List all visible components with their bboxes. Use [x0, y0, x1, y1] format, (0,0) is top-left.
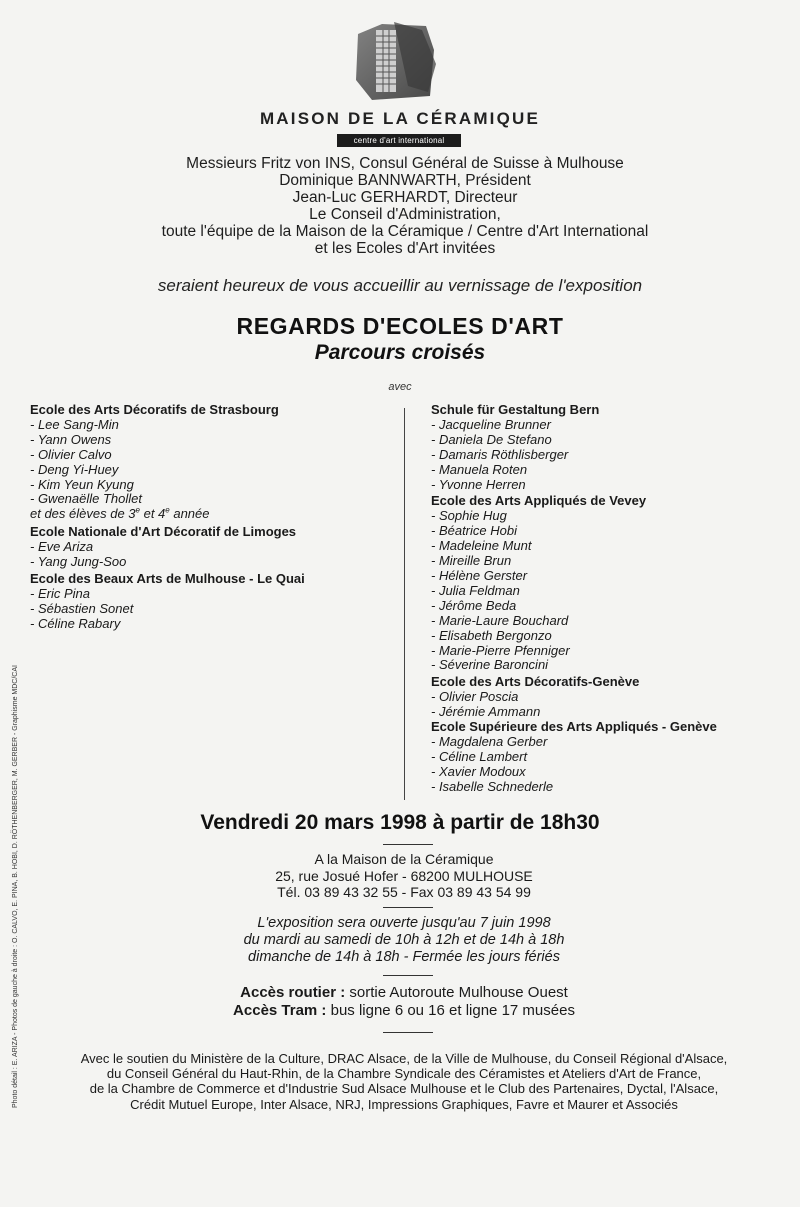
venue-address — [0, 851, 800, 901]
host-line: Messieurs Fritz von INS, Consul Général de Suisse à Mulhouse — [186, 155, 624, 172]
artist-name: - Yann Owens — [30, 431, 112, 447]
host-line: toute l'équipe de la Maison de la Céramique / Centre d'Art International — [161, 223, 649, 240]
artist-name: - Yvonne Herren — [431, 476, 526, 492]
divider — [383, 907, 433, 908]
school-limoges: Ecole Nationale d'Art Décoratif de Limoges — [30, 524, 297, 540]
opening-hours — [0, 915, 800, 966]
logo-image — [352, 20, 438, 102]
address-line: Tél. 03 89 43 32 55 - Fax 03 89 43 54 99 — [277, 884, 531, 900]
artist-name: - Xavier Modoux — [431, 763, 526, 779]
artist-name: - Yang Jung-Soo — [30, 554, 127, 570]
address-line: 25, rue Josué Hofer - 68200 MULHOUSE — [275, 867, 533, 884]
artist-name: - Kim Yeun Kyung — [30, 476, 134, 492]
artist-name: - Béatrice Hobi — [431, 523, 517, 539]
artist-name: - Gwenaëlle Thollet — [30, 491, 142, 507]
hours-line: L'exposition sera ouverte jusqu'au 7 juin 1998 — [257, 915, 551, 931]
artist-name: - Céline Rabary — [30, 615, 121, 631]
exhibition-title: REGARDS D'ECOLES D'ART — [236, 313, 564, 339]
artist-name: - Magdalena Gerber — [431, 733, 548, 749]
artist-name: - Elisabeth Bergonzo — [431, 627, 552, 643]
artist-name: - Daniela De Stefano — [431, 431, 552, 447]
artist-name: - Sébastien Sonet — [30, 600, 134, 616]
access-info — [0, 984, 800, 1019]
artist-name: - Hélène Gerster — [431, 567, 528, 583]
host-line: Le Conseil d'Administration, — [309, 206, 501, 223]
sponsor-line: du Conseil Général du Haut-Rhin, de la Chambre Syndicale des Céramistes et Ateliers d'Art de France, — [106, 1066, 702, 1082]
column-divider — [404, 408, 405, 800]
photo-credit: Photo détail : E. ARIZA - Photos de gauche à droite : O. CALVO, E. PINA, B. HOBI, D. RÖTHENBERGER, M. GERBER - Graphisme MDC/CAI — [12, 665, 19, 1108]
artist-name: - Sophie Hug — [431, 508, 507, 524]
hours-line: du mardi au samedi de 10h à 12h et de 14h à 18h — [243, 932, 565, 948]
divider — [383, 1032, 433, 1033]
artist-name: - Marie-Pierre Pfenniger — [431, 642, 570, 658]
event-date: Vendredi 20 mars 1998 à partir de 18h30 — [200, 811, 600, 834]
artist-name: - Olivier Calvo — [30, 446, 112, 462]
address-line: A la Maison de la Céramique — [314, 851, 494, 867]
tram-access: Accès Tram : bus ligne 6 ou 16 et ligne 17 musées — [233, 1001, 575, 1019]
artist-name: - Manuela Roten — [431, 461, 528, 477]
students-note: et des élèves de 3e et 4e année — [30, 506, 210, 522]
artist-name: - Damaris Röthlisberger — [431, 446, 569, 462]
school-strasbourg: Ecole des Arts Décoratifs de Strasbourg — [30, 402, 279, 417]
schools-left-column — [30, 403, 400, 632]
artist-name: - Eric Pina — [30, 585, 90, 601]
artist-name: - Julia Feldman — [431, 582, 520, 598]
school-mulhouse: Ecole des Beaux Arts de Mulhouse - Le Quai — [30, 570, 305, 586]
sponsor-line: Crédit Mutuel Europe, Inter Alsace, NRJ, Impressions Graphiques, Favre et Maurer et Associés — [130, 1096, 678, 1112]
divider — [383, 975, 433, 976]
artist-name: - Céline Lambert — [431, 748, 528, 764]
artist-name: - Madeleine Munt — [431, 538, 532, 554]
divider — [383, 844, 433, 845]
sponsor-line: Avec le soutien du Ministère de la Culture, DRAC Alsace, de la Ville de Mulhouse, du Conseil Régional d'Alsace, — [80, 1051, 728, 1066]
invitation-text: seraient heureux de vous accueillir au vernissage de l'exposition — [157, 276, 643, 295]
artist-name: - Jérémie Ammann — [431, 704, 541, 720]
artist-name: - Marie-Laure Bouchard — [431, 612, 569, 628]
hosts-block — [0, 155, 800, 257]
schools-right-column — [431, 403, 791, 795]
hours-line: dimanche de 14h à 18h - Fermée les jours fériés — [248, 949, 560, 965]
artist-name: - Eve Ariza — [30, 539, 94, 555]
host-line: Dominique BANNWARTH, Président — [279, 172, 531, 189]
organization-tagline: centre d'art international — [337, 134, 461, 147]
sponsors-block — [0, 1051, 800, 1112]
with-label: avec — [388, 381, 412, 393]
artist-name: - Lee Sang-Min — [30, 416, 119, 432]
school-bern: Schule für Gestaltung Bern — [431, 402, 600, 417]
organization-name: MAISON DE LA CÉRAMIQUE — [259, 109, 541, 128]
artist-name: - Jérôme Beda — [431, 597, 517, 613]
school-geneve-deco: Ecole des Arts Décoratifs-Genève — [431, 674, 640, 690]
artist-name: - Séverine Baroncini — [431, 657, 549, 673]
exhibition-subtitle: Parcours croisés — [314, 341, 486, 364]
road-access: Accès routier : sortie Autoroute Mulhouse Ouest — [240, 984, 568, 1001]
school-vevey: Ecole des Arts Appliqués de Vevey — [431, 493, 647, 509]
host-line: Jean-Luc GERHARDT, Directeur — [292, 189, 518, 206]
school-geneve-sup: Ecole Supérieure des Arts Appliqués - Genève — [431, 719, 717, 735]
artist-name: - Isabelle Schnederle — [431, 778, 554, 794]
sponsor-line: de la Chambre de Commerce et d'Industrie Sud Alsace Mulhouse et le Club des Partenaires, Dyctal, l'Alsace, — [89, 1081, 719, 1097]
artist-name: - Olivier Poscia — [431, 689, 519, 705]
host-line: et les Ecoles d'Art invitées — [314, 240, 496, 257]
artist-name: - Jacqueline Brunner — [431, 416, 551, 432]
artist-name: - Mireille Brun — [431, 553, 512, 569]
artist-name: - Deng Yi-Huey — [30, 461, 119, 477]
